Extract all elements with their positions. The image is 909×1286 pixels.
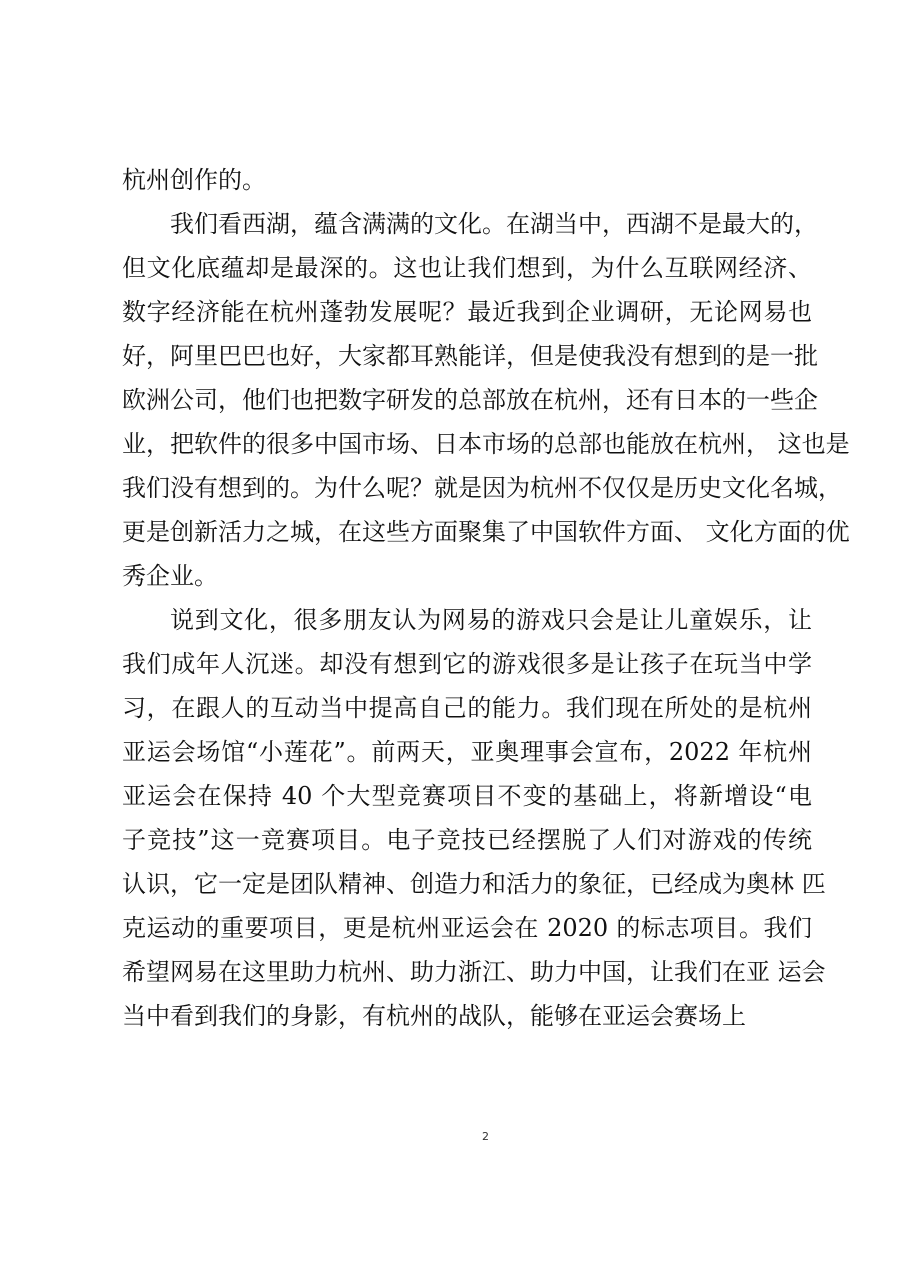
body-text	[122, 158, 850, 1038]
text-line: 亚运会场馆“小莲花”。前两天，亚奥理事会宣布，2022 年杭州	[122, 738, 812, 766]
text-line: 业，把软件的很多中国市场、日本市场的总部也能放在杭州， 这也是	[122, 430, 850, 458]
text-line: 习，在跟人的互动当中提高自己的能力。我们现在所处的是杭州	[122, 694, 812, 722]
text-line: 我们没有想到的。为什么呢？就是因为杭州不仅仅是历史文化名城，	[122, 474, 842, 502]
text-line: 子竞技”这一竞赛项目。电子竞技已经摆脱了人们对游戏的传统	[122, 826, 812, 854]
text-line: 亚运会在保持 40 个大型竞赛项目不变的基础上，将新增设“电	[122, 782, 812, 810]
text-line: 认识，它一定是团队精神、创造力和活力的象征，已经成为奥林 匹	[122, 870, 826, 898]
paragraph-first-line: 我们看西湖，蕴含满满的文化。在湖当中，西湖不是最大的，	[170, 210, 818, 238]
text-line: 更是创新活力之城，在这些方面聚集了中国软件方面、 文化方面的优	[122, 518, 850, 546]
text-line: 当中看到我们的身影，有杭州的战队，能够在亚运会赛场上	[122, 1002, 746, 1030]
text-line: 希望网易在这里助力杭州、助力浙江、助力中国，让我们在亚 运会	[122, 958, 826, 986]
text-line: 但文化底蕴却是最深的。这也让我们想到，为什么互联网经济、	[122, 254, 812, 282]
page-number: 2	[482, 1130, 489, 1143]
text-line: 克运动的重要项目，更是杭州亚运会在 2020 的标志项目。我们	[122, 914, 812, 942]
text-line: 好，阿里巴巴也好，大家都耳熟能详，但是使我没有想到的是一批	[122, 342, 818, 370]
text-line: 杭州创作的。	[122, 166, 266, 194]
text-line: 数字经济能在杭州蓬勃发展呢？最近我到企业调研，无论网易也	[122, 298, 812, 326]
text-line: 我们成年人沉迷。却没有想到它的游戏很多是让孩子在玩当中学	[122, 650, 812, 678]
text-line: 秀企业。	[122, 562, 218, 590]
paragraph-first-line: 说到文化，很多朋友认为网易的游戏只会是让儿童娱乐，让	[170, 606, 812, 634]
text-line: 欧洲公司，他们也把数字研发的总部放在杭州，还有日本的一些企	[122, 386, 818, 414]
